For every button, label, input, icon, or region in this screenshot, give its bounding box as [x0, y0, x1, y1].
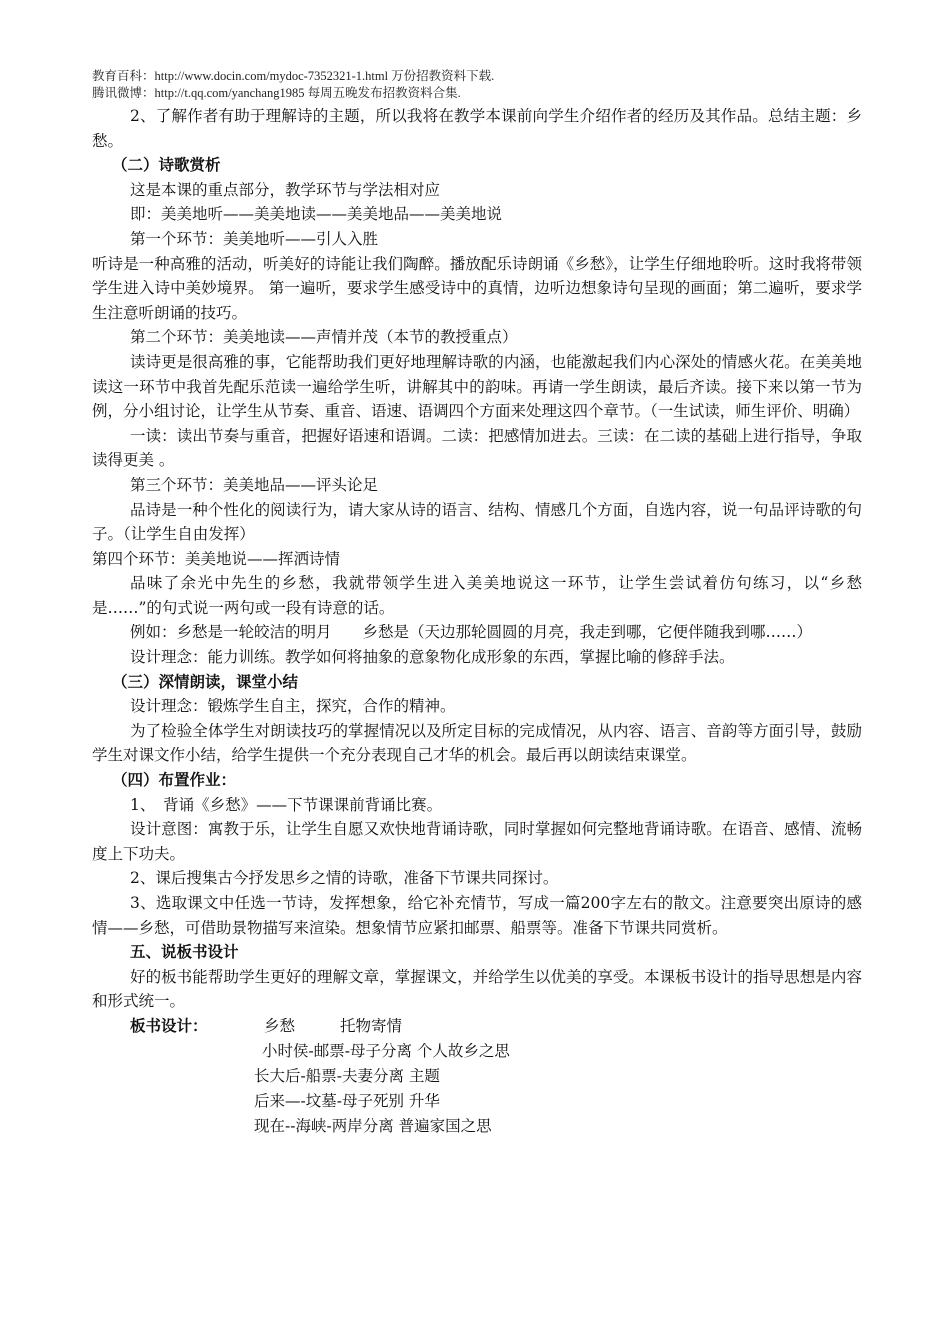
board-title: 乡愁: [264, 1016, 296, 1035]
paragraph: 设计意图：寓教于乐，让学生自愿又欢快地背诵诗歌，同时掌握如何完整地背诵诗歌。在语音、感情、流畅度上下功夫。: [92, 820, 862, 863]
paragraph: 读诗更是很高雅的事，它能帮助我们更好地理解诗歌的内涵，也能激起我们内心深处的情感火花。在美美地读这一环节中我首先配乐范读一遍给学生听，讲解其中的韵味。再请一学生朗读，最后齐读。接下来以第一节为例，分小组讨论，让学生从节奏、重音、语速、语调四个方面来处理这四个章节。（一生试读，师生评价、明确）: [92, 352, 862, 421]
paragraph: 2、课后搜集古今抒发思乡之情的诗歌，准备下节课共同探讨。: [130, 869, 559, 888]
section-heading: （三）深情朗读，课堂小结: [112, 671, 299, 691]
body-text: [92, 104, 862, 1138]
header-docin-link[interactable]: 教育百科：http://www.docin.com/mydoc-7352321-1.html 万份招教资料下载.: [92, 69, 495, 83]
section-heading: （四）布置作业：: [112, 770, 237, 790]
paragraph: 品味了余光中先生的乡愁，我就带领学生进入美美地说这一环节，让学生尝试着仿句练习，以“乡愁是……”的句式说一两句或一段有诗意的话。: [92, 574, 862, 617]
board-subtitle: 托物寄情: [340, 1016, 403, 1035]
paragraph: 第一个环节：美美地听——引人入胜: [130, 229, 379, 248]
paragraph: 第三个环节：美美地品——评头论足: [130, 475, 379, 494]
paragraph: 第四个环节：美美地说——挥洒诗情: [92, 549, 341, 568]
paragraph: 听诗是一种高雅的活动，听美好的诗能让我们陶醉。播放配乐诗朗诵《乡愁》，让学生仔细地聆听。这时我将带领学生进入诗中美妙境界。 第一遍听，要求学生感受诗中的真情，边听边想象诗句呈现的画面；第二遍听，要求学生注意听朗诵的技巧。: [92, 254, 862, 322]
paragraph: 品诗是一种个性化的阅读行为，请大家从诗的语言、结构、情感几个方面，自选内容，说一句品评诗歌的句子。（让学生自由发挥）: [92, 500, 862, 544]
paragraph: 为了检验全体学生对朗读技巧的掌握情况以及所定目标的完成情况，从内容、语言、音韵等方面引导，鼓励学生对课文作小结，给学生提供一个充分表现自己才华的机会。最后再以朗读结束课堂。: [92, 721, 862, 765]
paragraph: 例如：乡愁是一轮皎洁的明月 乡愁是（天边那轮圆圆的月亮，我走到哪，它便伴随我到哪……）: [130, 623, 813, 642]
paragraph: 即：美美地听——美美地读——美美地品——美美地说: [130, 205, 503, 224]
paragraph: 这是本课的重点部分，教学环节与学法相对应: [130, 180, 441, 199]
board-label: 板书设计：: [130, 1015, 208, 1035]
board-line: 小时侯-邮票-母子分离 个人故乡之思: [262, 1041, 510, 1060]
board-design: [92, 1014, 862, 1138]
paragraph: 3、选取课文中任选一节诗，发挥想象，给它补充情节，写成一篇200字左右的散文。注意要突出原诗的感情——乡愁，可借助景物描写来渲染。想象情节应紧扣邮票、船票等。准备下节课共同赏析。: [92, 894, 862, 937]
header-weibo-link[interactable]: 腾讯微博：http://t.qq.com/yanchang1985 每周五晚发布招教资料合集.: [92, 86, 461, 100]
paragraph: 第二个环节：美美地读——声情并茂（本节的教授重点）: [130, 328, 518, 347]
paragraph: 1、 背诵《乡愁》——下节课课前背诵比赛。: [130, 795, 443, 814]
paragraph: 2、了解作者有助于理解诗的主题，所以我将在教学本课前向学生介绍作者的经历及其作品。总结主题：乡愁。: [92, 107, 862, 150]
paragraph: 好的板书能帮助学生更好的理解文章，掌握课文，并给学生以优美的享受。本课板书设计的指导思想是内容和形式统一。: [92, 967, 862, 1011]
section-heading: 五、说板书设计: [130, 942, 239, 962]
paragraph: 设计理念：锻炼学生自主，探究，合作的精神。: [130, 697, 456, 716]
board-line: 长大后-船票-夫妻分离 主题: [254, 1066, 440, 1085]
paragraph: 设计理念：能力训练。教学如何将抽象的意象物化成形象的东西，掌握比喻的修辞手法。: [130, 648, 735, 667]
section-heading: （二）诗歌赏析: [112, 155, 221, 175]
board-line: 现在--海峡-两岸分离 普遍家国之思: [254, 1116, 492, 1135]
board-line: 后来—-坟墓-母子死别 升华: [254, 1091, 440, 1110]
paragraph: 一读：读出节奏与重音，把握好语速和语调。二读：把感情加进去。三读：在二读的基础上进行指导，争取读得更美 。: [92, 426, 862, 470]
